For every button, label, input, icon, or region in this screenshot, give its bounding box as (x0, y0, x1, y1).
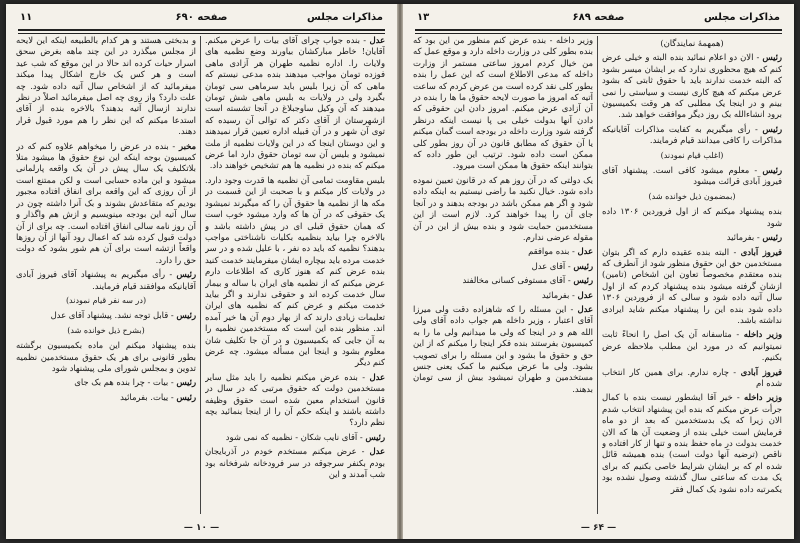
speech-text: - بنده جواب چرای آقای بیات را عرض میکنم. آقایان! خاطر مبارکشان بیاورند وضع نظمیه های ولایات را. اداره نظمیه طهران هر آزادی ماهی فوزده تومان مواجب میدهند بنده مدعی نیستم که ماهی که آن زیرا بلیس باید سرماهی سی تومان بگیرد ولی در ولایات به بلیس ماهی شش تومان میدهند که آن وکیل ساوجبلاغ در آنجا تشسته است ازشهرستان از آقای دکتر که توالی آن رسیده که توی آن شهر و در آن قبیله اداره تعیین قرار نمیدهند و این دوستان اینجا که در این ولایات نظمیه از ملت نمیشود و بلیس آن سه تومان حقوق دارد اما عرض میکنم که بنده در نظمیه ها هم تشخیص خواهند داد. (205, 35, 385, 171)
speech-paragraph (602, 52, 782, 120)
speaker-name: فیروز آبادی (740, 246, 782, 257)
speech-text: و بدبختی هستند و هر کدام بالطبیعه اینکه این لایحه از مجلس میگذرد در این چند ماهه بغرض سحق اسرار حیات کرده اند حالا در این موقع که شب عید است و هر کس یک خارج اشکال پیدا میکند میفرمائید که از اشخاص سال آتیه داده شود. چه علت دارد؟ واز روی چه اصل میفرمائید اصلاً در نظر ندارند ازسال آتیه بدهند؟ بالاخره بنده از آقای استدعا میکنم که این نظر را هم مورد قبول قرار دهند. (16, 35, 196, 137)
speech-text: - بنده عرض میکنم نظمیه را باید مثل سایر مستخدمین دولت که حقوق مرتبی که در سال در قانون استخدام معین شده است حقوق وظیفه داشته باشند و اینکه حکم آن را از اینجا بنمائید بچه نظم دارد؟ (205, 371, 385, 428)
speaker-name: رئیس (365, 431, 385, 442)
speech-text: - آقای مستوفی کسانی مخالفند (462, 275, 571, 286)
speaker-name: وزیر داخله (743, 329, 782, 340)
speech-paragraph (205, 35, 385, 172)
speech-paragraph (413, 261, 593, 272)
book-spread (6, 4, 794, 539)
speaker-name: رئیس (176, 310, 196, 321)
speech-text: بنده پیشنهاد میکنم که از اول فروردین ۱۳۰۶ داده شود (602, 206, 782, 228)
speech-text: - متاسفانه آن یک اصل را انحاءً ثابت نمیتوانیم که در مورد این مطلب ملاحظه عرض بکنیم. (602, 329, 782, 363)
speaker-name: رئیس (762, 232, 782, 243)
right-header-rule (415, 29, 782, 31)
speech-paragraph (205, 175, 385, 369)
speech-paragraph (16, 269, 196, 292)
speech-text: - رأی میگیریم به کفایت مذاکرات آقایانیکه مذاکرات را کافی میدانند قیام فرمایند. (602, 123, 782, 146)
speech-text: - بفرمائید (726, 232, 760, 243)
speaker-name: رئیس (762, 165, 782, 176)
speech-text: - قابل توجه نشد. پیشنهاد آقای عدل (50, 310, 174, 321)
speech-paragraph (602, 165, 782, 188)
speaker-name: رئیس (176, 377, 196, 388)
speaker-name: رئیس (762, 123, 782, 134)
left-column-divider (200, 36, 201, 514)
speech-paragraph (16, 340, 196, 374)
speech-text: - آقای عدل (531, 260, 571, 271)
speech-paragraph (16, 377, 196, 388)
speaker-name: عدل (577, 289, 593, 300)
speech-text: - ییات. بفرمائید (120, 391, 174, 402)
speaker-name: عدل (577, 246, 593, 257)
speech-text: وزیر داخله - بنده عرض کنم منظور من این بود که بنده بطور کلی در وزارت داخله دارد و موقع عمل که من خیال کردم امروز ساعتی مستمر از وزارت داخله که مدعی الاطلاع است که این عمل را بنده بطور کلی نقد کرده است من عرض کردم که ساعت آتیه که امروز ما صورت لایحه حقوق ما ها را بنده در آن آزادی عرض میکنم. امروز دادن این حقوقی که دادن آنها بدولت خیلی بی پا نیست اینکه درنظر گرفته شود وزارت داخله در بودجه است گمان میکنم یا آن حقوق که مطابق قانون در آن روز بطور کلی ممکن است داده شود. ترتیب این طور داده که بتوانند اینکه حقوق ها ممکن است میرود. (413, 35, 593, 171)
speaker-name: رئیس (573, 260, 593, 271)
speech-text: - البته بنده عقیده دارم که اگر بتوان مستخدمین حق این حقوق منظور شود از آنطرف که بنده معتقدم مخصوصاً تعاون این اشخاص (تامین) ازشان گرفته میشود بنده پیشنهاد کردم که از اول سال آتیه داده شود و سالی که از فروردین ۱۳۰۶ داده شود بنده این را پیشنهاد میکنم شاید ایرادی نداشته باشد. (602, 246, 782, 325)
left-page (6, 4, 397, 539)
speech-paragraph (16, 141, 196, 266)
right-page-number: صفحه ۶۸۹ (572, 12, 625, 23)
speaker-name: عدل (577, 303, 593, 314)
speaker-name: عدل (369, 35, 385, 45)
speaker-name: فیروز آبادی (740, 366, 782, 377)
speech-text: بنده پیشنهاد میکنم این ماده بکمیسیون برگشته بطور قانونی برای هر یک حقوق مستخدمین نظمیه تدوین و بمجلس شورای ملی پیشنهاد شود (16, 340, 196, 373)
speech-paragraph (16, 392, 196, 403)
stage-direction: (اغلب قیام نمودند) (660, 150, 724, 160)
speech-paragraph (602, 232, 782, 243)
left-page-number: صفحه ۶۹۰ (175, 12, 228, 23)
speech-text: - عرض میکنم مستخدم خودم در آذربایجان بودم بکنفر سرجوقه در سر فرودخانه شرفخانه بود شب آمدند و این (205, 446, 385, 480)
speech-paragraph (602, 329, 782, 363)
speech-paragraph (602, 124, 782, 147)
speaker-name: رئیس (573, 275, 593, 286)
speech-text: - رأی میگیریم به پیشنهاد آقای فیروز آبادی آقایانیکه موافقند قیام فرمایند. (16, 269, 196, 291)
speech-paragraph (602, 392, 782, 495)
speech-text: - آقای نایب شکان - نظمیه که نمی شود (225, 431, 363, 442)
left-page-title: مذاکرات مجلس (306, 12, 383, 23)
speaker-name: مخبر (178, 140, 196, 151)
stage-direction: (بمضمون ذیل خوانده شد) (648, 191, 736, 201)
speech-text: - بنده در عرض را میخواهم علاوه کنم که در کمیسیون بوجه اینکه این نوع حقوق ها میشود متلا بلاتکلیف یک سال پیش در آن یک واقعه پارلمانی میشود و این ماده حسابی است و لکن ممتنع است از آن روزی که این واقعه برای انفاق افتاده مجبور بودیم که متقاعدش بشوند و بک آنرا داشته چون در سال آتیه این بودجه مینویسیم و ازش هم واگذار و آن روز نامه سالی انفاق افتاده است. چه برای از آن دولت قبول کرده شد که اعمال رود آنها از آن روزها واقعاً ازتشه است برای آن هم شور بشود که دولت حق را دارد. (16, 140, 196, 265)
left-page-column-left (205, 35, 385, 515)
right-page-column-right (413, 35, 593, 515)
stage-direction: (در سه نفر قیام نمودند) (65, 295, 147, 305)
left-page-folio: — ۱۰ — (183, 523, 220, 533)
right-column-divider (597, 36, 598, 514)
right-page-header (417, 12, 780, 28)
speaker-name: رئیس (176, 269, 196, 280)
speaker-name: رئیس (762, 52, 782, 63)
speech-paragraph (413, 290, 593, 301)
speech-paragraph (602, 38, 782, 49)
speech-paragraph (205, 372, 385, 429)
speech-paragraph (602, 247, 782, 327)
speech-text: - این مسئله را که شاهزاده دقت ولی میرزا آقای اعتبار ، وزیر داخله هم جواب داده آقای ولی الله هم و در اینجا که ولی ما میدانیم ولی ما را به کمیسیون بفرستند بنده فکر اینجا را میکنم که از این حق و حقوق ما بشود و این مسئله را برای تصویب بشود. ولی ما عرض میکنیم ما کمک یعنی جنس مستخدمین و طهران نمیشود بیش از سی تومان بدهند. (413, 303, 593, 394)
speech-text: (همهمهٔ نمایندگان) (660, 38, 724, 48)
speech-paragraph (413, 275, 593, 286)
right-page-column-left (602, 35, 782, 515)
speech-paragraph (205, 446, 385, 480)
speech-paragraph (413, 175, 593, 243)
speaker-name: وزیر داخله (743, 392, 782, 403)
speech-text: یک دولتی که در آن روز هم که در قانون تعیین نموده داده شود. خیال نکنید ما راضی نیستیم به اینکه داده شود و اگر هم ممکن باشد در بودجه بدهند و در آنجا جای آن را پیدا خواهند کرد. لازم است از این مستخدمین حمایت شود و بنده بیش از این در آن مقوله عرضی ندارم. (413, 174, 593, 242)
speech-paragraph (602, 206, 782, 229)
right-page-title: مذاکرات مجلس (703, 12, 780, 23)
speaker-name: رئیس (176, 391, 196, 402)
speech-text: - چاره ندارم. برای همین کار انتخاب شده ام (602, 366, 782, 388)
speech-text: - معلوم میشود کافی است. پیشنهاد آقای فیروز آبادی قرائت میشود (602, 165, 782, 187)
left-page-header (20, 12, 383, 28)
right-page-extra: ۱۳ (417, 12, 430, 23)
speech-text: - الان دو اعلام نمائید بنده البته و خیلی عرض کنم که هیچ محظوری ندارد که بر ایشان میسر بشود که البته خدمت ندارند باید با حقوق ثابتی که بشود عرض میکنم که هیچ کاری نیست و سیاستی را نمی بینم و در اینجا یک مطلبی که هر وقت بکمیسیون برود انشاءالله بک روز دیگر موافقت خواهد شد. (602, 52, 782, 120)
right-page-folio: — ۶۴ — (580, 523, 617, 533)
speech-paragraph (602, 367, 782, 390)
speaker-name: عدل (369, 446, 385, 457)
speech-text: بلیس مقاومت تمامی آن نظمیه ها قدرت وجود دارد. در ولایات کار میکنم و با صحبت از این قسمت در مکه ها از نظمیه ها حقوق آن را که میگیرند نمیشود یک حقوقی که در آن ها که وارد میشود خوب است که همان حقوق قبلی ای در پیش داشته باشد و بالاخره چرا بیاید بنظمیه بکلیات ناشناختی مواجب بدهند؟ نظمیه که باید ده نفر ، با علیل شده و در سر خدمت مرده باید بیچاره ایشان میفرمایند خدمت کنید بنده عرض کنم که هنوز کاری که اطلاعات دارم عرض میکنم که از نظمیه های ایران با ساله و بیمار سال خدمت کرده اند و حقوقی ندارند و اگر بیاید خدمت میکنم و عرض کنم که نظمیه های ایران تعلیمات زیادی دارند که از بهار دوم آن ها خیر آمده اند. منظور بنده این است که مستخدمین نظمیه را به آن جایی که بکمیسیون و در آن جا تکلیف شان معلوم بشود و اینجا این مسأله میشود. چه عرض کنم دیگر (205, 174, 385, 368)
speaker-name: عدل (369, 371, 385, 382)
speech-text: - بفرمائید (541, 289, 575, 300)
left-page-column-right (16, 35, 196, 515)
speech-paragraph (413, 246, 593, 257)
speech-text: - بیات - چرا بنده هم بک جای (74, 377, 174, 388)
speech-paragraph (16, 35, 196, 138)
stage-direction: (بشرح ذیل خوانده شد) (67, 325, 145, 335)
speech-text: - بنده موافقم (528, 246, 575, 257)
left-page-extra: ۱۱ (20, 12, 33, 23)
speech-paragraph (413, 304, 593, 395)
speech-text: - خیر آقا ایشطور نیست بنده با کمال جرأت عرض میکنم که بنده این پیشنهاد انتخاب شدم الان زیرا که یک بدستخدمین که بعد از دو ماه فرمایش است خیلی بنده از وضعیت آن ها که الان خدمت بدولت در ماه حفظ بنده و تنها از کار افتاده و ناقص (ترضیه آنها دولت است) بنده همیشه قائل شده ام که بر ایشان شرایط خاصی بکنیم که برای یک مدت که ساعتی سال گذشته وصول نشده بود یکمرتبه داده نشود یک کمال فقر (602, 392, 782, 494)
speech-paragraph (205, 432, 385, 443)
speech-paragraph (16, 310, 196, 321)
left-header-rule (18, 29, 385, 31)
speech-paragraph (413, 35, 593, 172)
right-page (403, 4, 794, 539)
